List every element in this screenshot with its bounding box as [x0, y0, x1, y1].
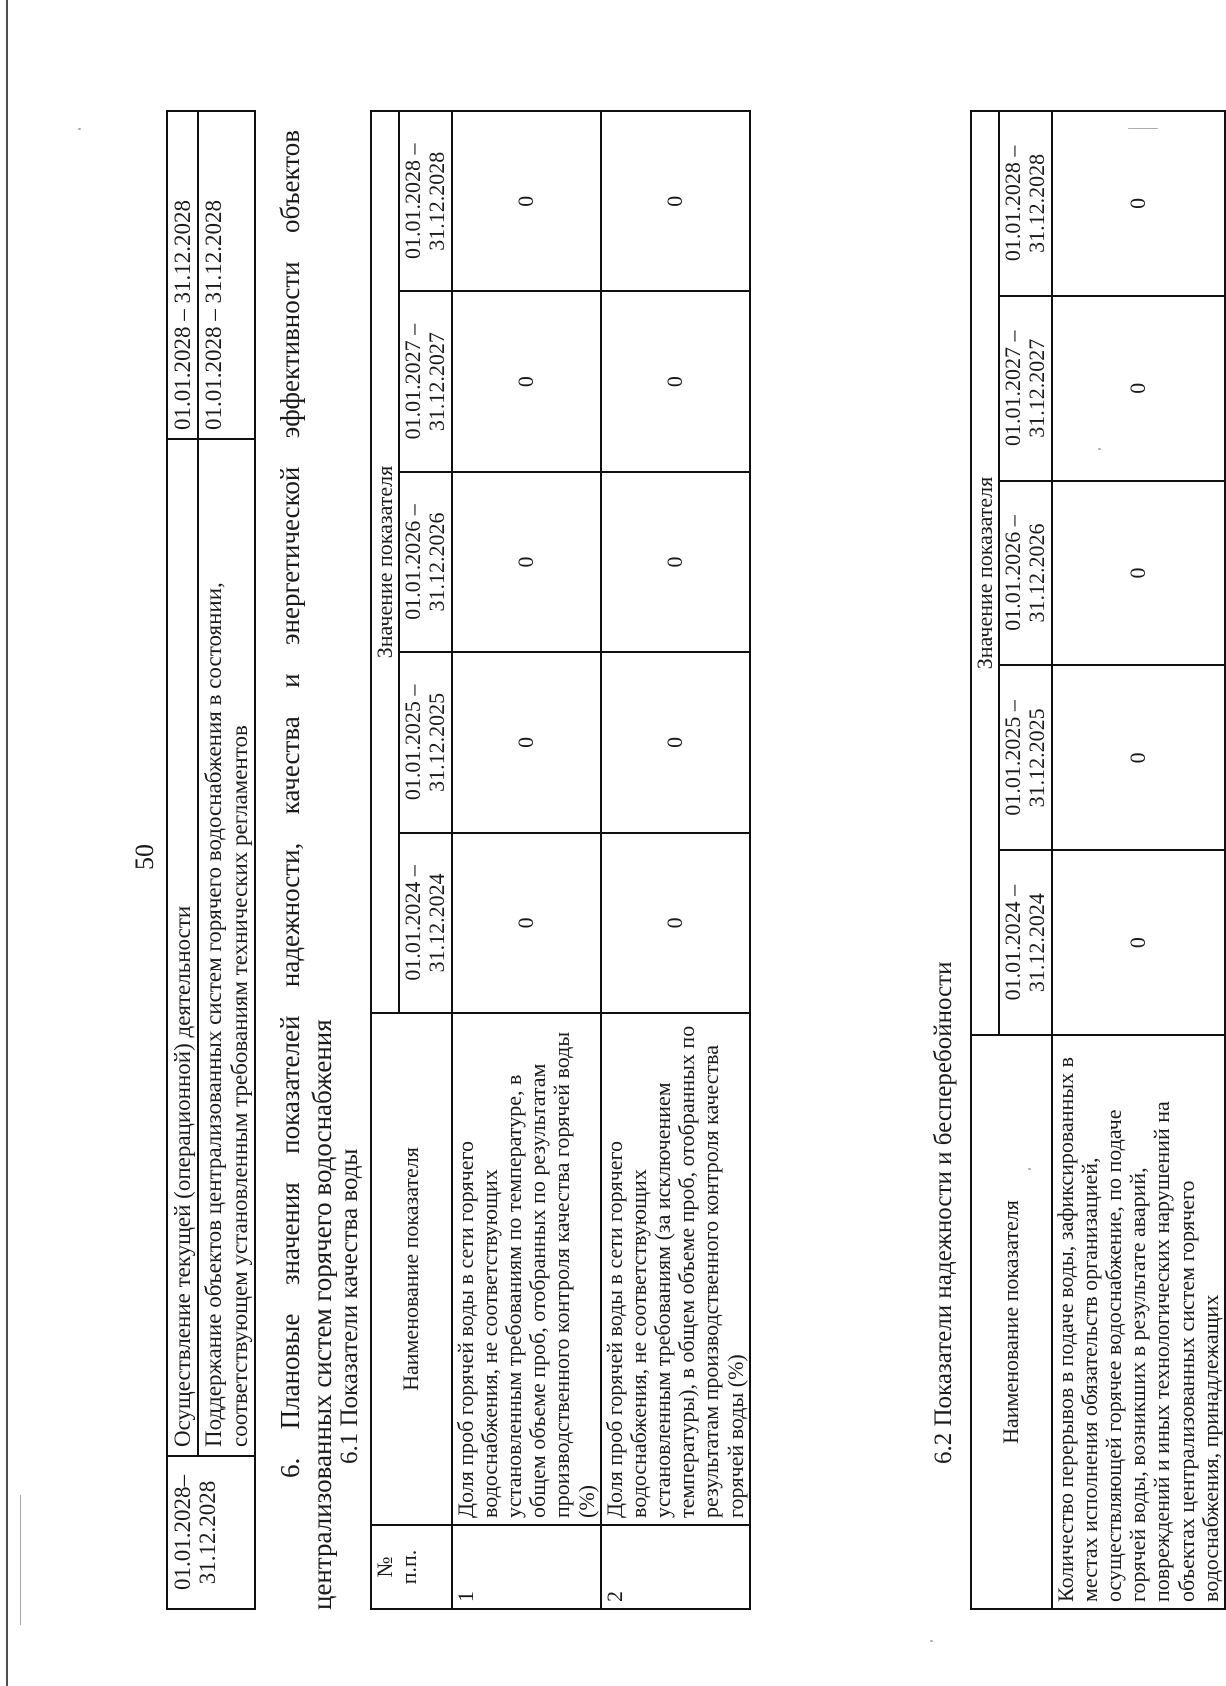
table-row	[452, 111, 601, 1609]
heading-word: и	[275, 673, 305, 688]
scan-speck	[930, 1640, 933, 1642]
activity-text: Осуществление текущей (операционной) деятельности	[167, 439, 198, 1456]
period-header: 01.01.2024 – 31.12.2024	[399, 833, 451, 1013]
scan-speck	[78, 128, 81, 130]
heading-word: эффективности	[275, 261, 305, 439]
indicator-value: 0	[601, 472, 750, 652]
col-name-header: Наименование показателя	[371, 1013, 452, 1525]
section-6-2-title: 6.2 Показатели надежности и бесперебойности	[930, 961, 957, 1464]
indicator-value: 0	[601, 111, 750, 291]
period-header: 01.01.2025 – 31.12.2025	[999, 665, 1051, 850]
heading-word: объектов	[275, 130, 305, 233]
period-header: 01.01.2027 – 31.12.2027	[999, 296, 1051, 481]
header-row	[971, 111, 999, 1609]
table-row	[601, 111, 750, 1609]
reliability-table	[970, 110, 1226, 1610]
indicator-value: 0	[452, 111, 601, 291]
col-name-header: Наименование показателя	[971, 1035, 1052, 1609]
scan-edge-mark	[20, 1495, 21, 1625]
heading-word: энергетической	[275, 466, 305, 646]
heading-word: надежности,	[275, 842, 305, 988]
indicator-value: 0	[1052, 296, 1225, 481]
value-group-header: Значение показателя	[371, 111, 399, 1013]
indicator-value: 0	[1052, 665, 1225, 850]
heading-word: значения	[275, 1182, 305, 1286]
value-group-header: Значение показателя	[971, 111, 999, 1035]
table-row	[1052, 111, 1225, 1609]
activity-text: Поддержание объектов централизованных систем горячего водоснабжения в состоянии, соответствующем установленным требованиям технических регламентов	[198, 439, 255, 1456]
rotated-page	[130, 110, 1223, 1610]
page-number: 50	[130, 844, 159, 870]
top-activity-table	[166, 110, 256, 1610]
scan-edge	[6, 0, 8, 1686]
header-row	[371, 111, 399, 1609]
table-row	[167, 111, 198, 1609]
indicator-value: 0	[1052, 850, 1225, 1035]
period-cell: 01.01.2028– 31.12.2028	[167, 1456, 255, 1609]
indicator-value: 0	[452, 652, 601, 832]
section-6-heading	[274, 130, 339, 1610]
indicator-value: 0	[601, 833, 750, 1013]
table-row	[198, 111, 255, 1609]
period-header: 01.01.2028 – 31.12.2028	[399, 111, 451, 291]
indicator-value: 0	[601, 652, 750, 832]
indicator-name: Количество перерывов в подаче воды, зафиксированных в местах исполнения обязательств организацией, осуществляющей горячее водоснабжение, по подаче горячей воды, возникших в результате аварий, повреждений и иных технологических нарушений на объектах централизованных систем горячего водоснабжения, принадлежащих	[1052, 1035, 1225, 1609]
period-header: 01.01.2025 – 31.12.2025	[399, 652, 451, 832]
period-header: 01.01.2026 – 31.12.2026	[999, 481, 1051, 666]
row-number: 2	[601, 1525, 750, 1609]
row-number: 1	[452, 1525, 601, 1609]
activity-date: 01.01.2028 – 31.12.2028	[198, 111, 255, 439]
indicator-value: 0	[1052, 111, 1225, 296]
heading-line-2: централизованных систем горячего водоснабжения	[307, 1019, 338, 1610]
period-header: 01.01.2028 – 31.12.2028	[999, 111, 1051, 296]
indicator-value: 0	[452, 833, 601, 1013]
indicator-name: Доля проб горячей воды в сети горячего водоснабжения, не соответствующих установленным требованиям по температуре, в общем объеме проб, отобранных по результатам производственного контроля качества горячей воды (%)	[452, 1013, 601, 1525]
indicator-name: Доля проб горячей воды в сети горячего водоснабжения, не соответствующих установленным требованиям (за исключением температуры), в общем объеме проб, отобранных по результатам производственного контроля качества горячей воды (%)	[601, 1013, 750, 1525]
col-num-header: № п.п.	[371, 1525, 452, 1609]
activity-date: 01.01.2028 – 31.12.2028	[167, 111, 198, 439]
heading-word: качества	[275, 716, 305, 815]
section-6-1-title: 6.1 Показатели качества воды	[336, 1148, 363, 1464]
period-header: 01.01.2027 – 31.12.2027	[399, 291, 451, 471]
indicator-value: 0	[601, 291, 750, 471]
indicator-value: 0	[452, 472, 601, 652]
heading-word: показателей	[275, 1015, 305, 1154]
period-header: 01.01.2024 – 31.12.2024	[999, 850, 1051, 1035]
heading-word: Плановые	[275, 1313, 305, 1430]
indicator-value: 0	[1052, 481, 1225, 666]
heading-word: 6.	[275, 1457, 305, 1478]
water-quality-table	[370, 110, 751, 1610]
period-header: 01.01.2026 – 31.12.2026	[399, 472, 451, 652]
indicator-value: 0	[452, 291, 601, 471]
